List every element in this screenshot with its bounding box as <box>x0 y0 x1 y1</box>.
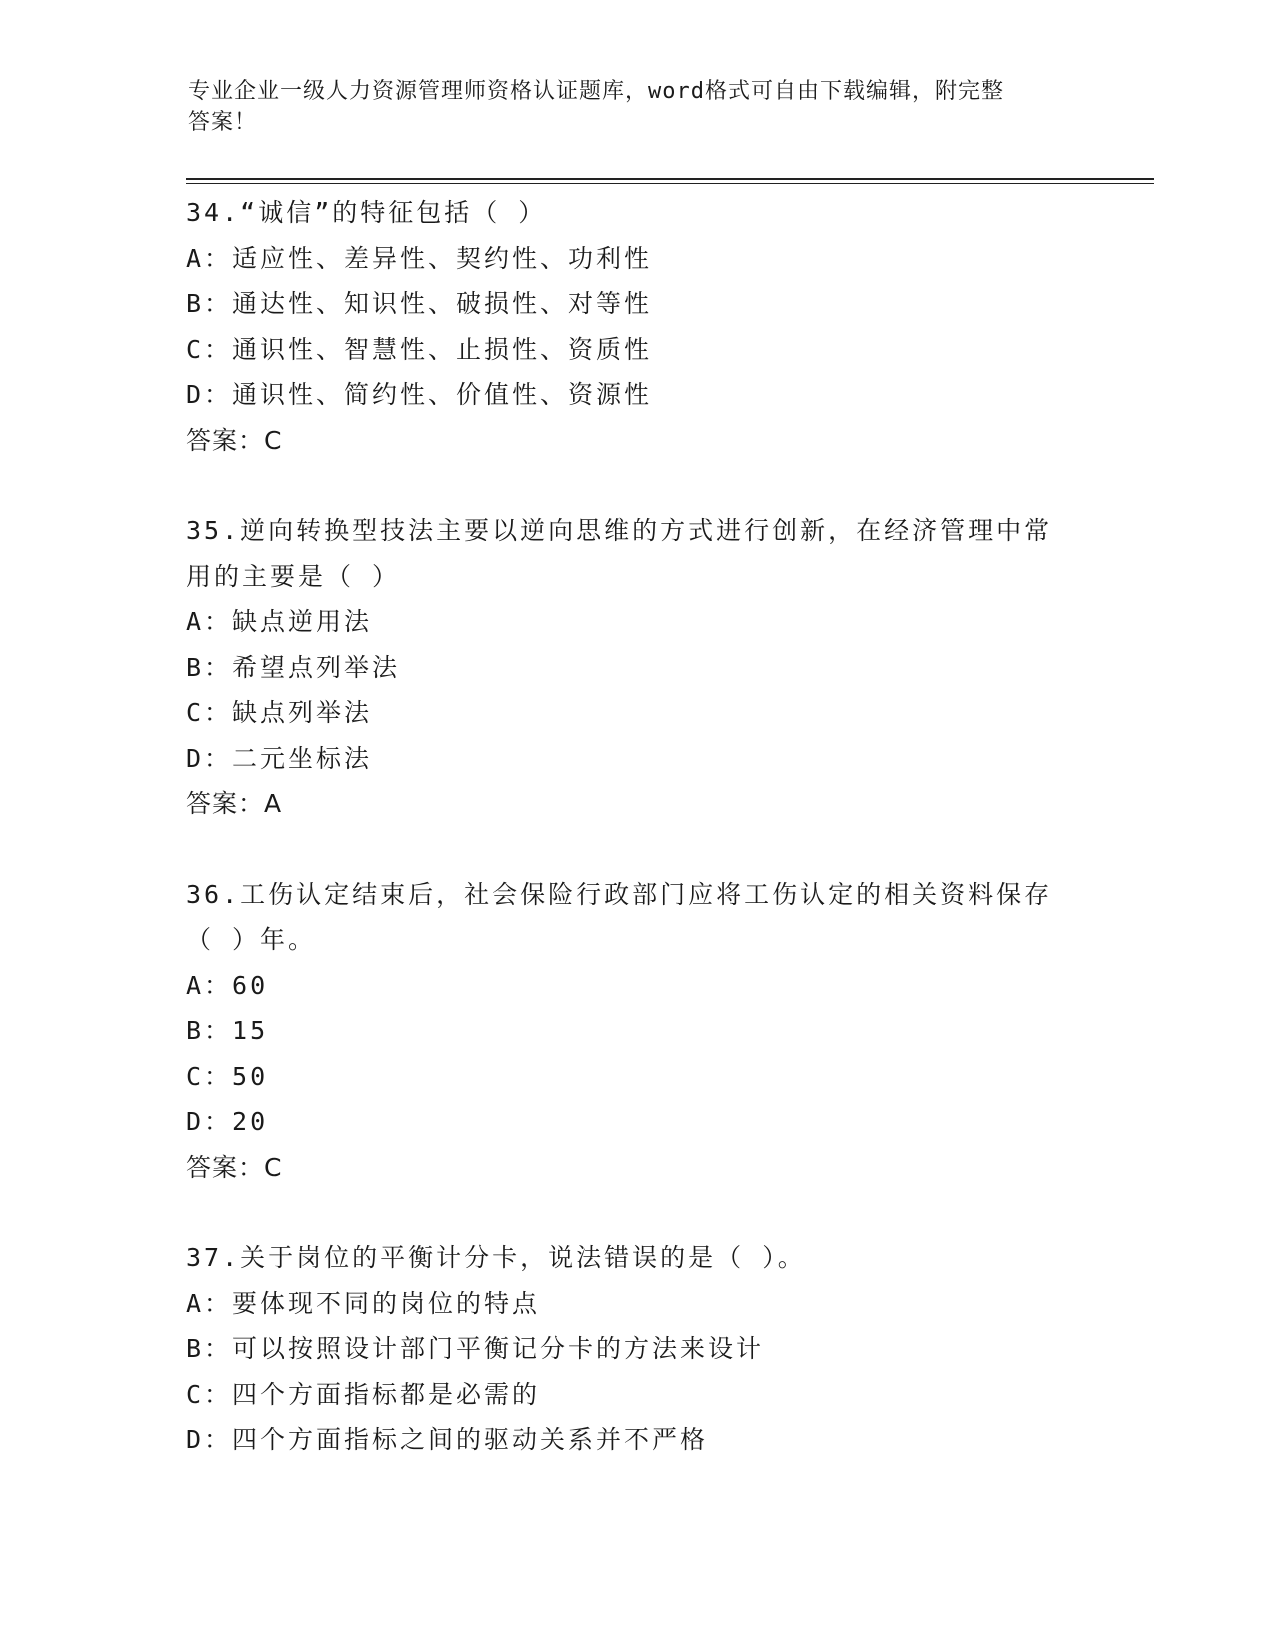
option-c: C：50 <box>186 1061 269 1091</box>
answer-line: 答案：A <box>186 789 283 818</box>
question-stem-line-2: （ ）年。 <box>186 925 317 954</box>
header-line-2: 答案！ <box>188 110 258 135</box>
question-34 <box>186 190 1086 463</box>
option-c: C：缺点列举法 <box>186 698 373 727</box>
option-c: C：通识性、智慧性、止损性、资质性 <box>186 334 653 364</box>
option-b: B：通达性、知识性、破损性、对等性 <box>186 289 653 318</box>
option-c: C：四个方面指标都是必需的 <box>186 1379 541 1409</box>
option-a: A：适应性、差异性、契约性、功利性 <box>186 243 653 273</box>
option-d: D：20 <box>186 1107 269 1136</box>
question-list <box>186 190 1086 1508</box>
option-d: D：通识性、简约性、价值性、资源性 <box>186 380 653 409</box>
document-header <box>188 76 1088 138</box>
header-divider-thick <box>186 178 1154 180</box>
question-36 <box>186 872 1086 1191</box>
option-a: A：缺点逆用法 <box>186 607 373 636</box>
question-stem-line-1: 36.工伤认定结束后，社会保险行政部门应将工伤认定的相关资料保存 <box>186 879 1053 909</box>
question-stem-line-1: 35.逆向转换型技法主要以逆向思维的方式进行创新，在经济管理中常 <box>186 516 1053 545</box>
question-stem: 37.关于岗位的平衡计分卡，说法错误的是（ ）。 <box>186 1243 806 1272</box>
question-stem-line-2: 用的主要是（ ） <box>186 561 401 591</box>
question-37 <box>186 1235 1086 1463</box>
header-divider-thin <box>186 183 1154 184</box>
answer-line: 答案：C <box>186 1152 283 1182</box>
answer-line: 答案：C <box>186 425 283 455</box>
option-a: A：60 <box>186 970 269 1000</box>
header-line-1: 专业企业一级人力资源管理师资格认证题库，word格式可自由下载编辑，附完整 <box>188 79 1004 104</box>
option-b: B：15 <box>186 1016 269 1045</box>
option-d: D：四个方面指标之间的驱动关系并不严格 <box>186 1425 709 1454</box>
option-b: B：可以按照设计部门平衡记分卡的方法来设计 <box>186 1334 765 1363</box>
option-d: D：二元坐标法 <box>186 743 373 773</box>
question-35 <box>186 508 1086 827</box>
option-b: B：希望点列举法 <box>186 652 401 682</box>
option-a: A：要体现不同的岗位的特点 <box>186 1288 541 1318</box>
question-stem: 34.“诚信”的特征包括（ ） <box>186 198 547 227</box>
